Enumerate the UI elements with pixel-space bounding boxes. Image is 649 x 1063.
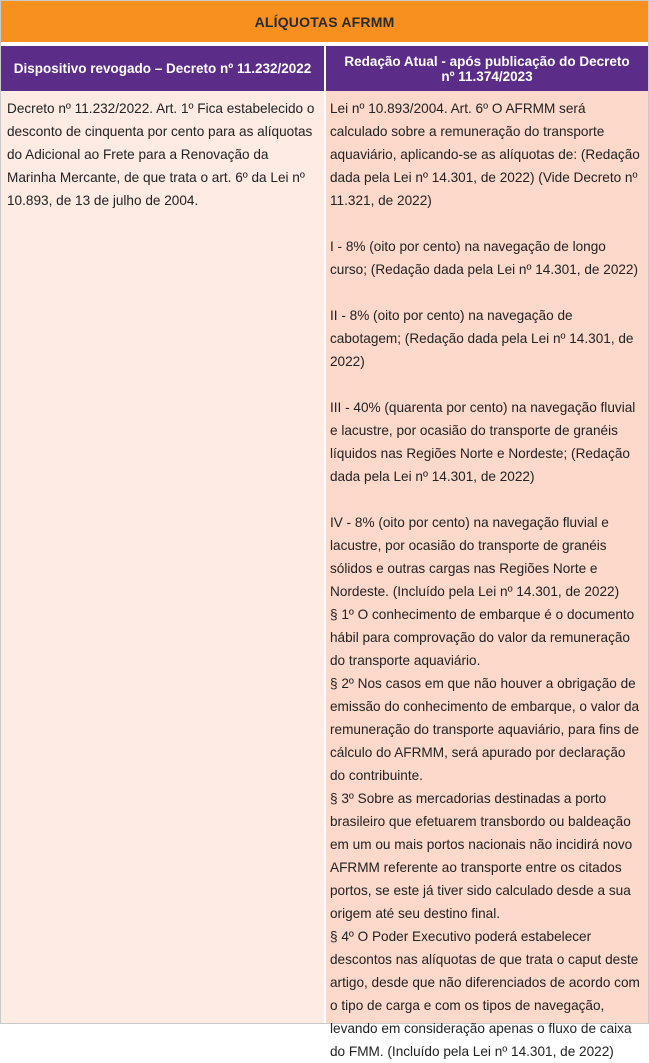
paragraph-4: § 4º O Poder Executivo poderá estabelecer descontos nas alíquotas de que trata o caput deste artigo, desde que não diferenciados de acordo com o tipo de carga e com os tipos de navegação, levando em consideração apenas o fluxo de caixa do FMM. (Incluído pela Lei nº 14.301, de 2022) bbox=[330, 929, 640, 1059]
header-revoked-provision: Dispositivo revogado – Decreto nº 11.232/2022 bbox=[13, 61, 312, 76]
inciso-iii: III - 40% (quarenta por cento) na navegação fluvial e lacustre, por ocasião do transporte de granéis líquidos nas Regiões Norte e Nordeste; (Redação dada pela Lei nº 14.301, de 2022) bbox=[330, 400, 636, 484]
art6-caput: Lei nº 10.893/2004. Art. 6º O AFRMM será calculado sobre a remuneração do transporte aquaviário, aplicando-se as alíquotas de: (Redação dada pela Lei nº 14.301, de 2022) (Vide Decreto nº 11.321, de 2022) bbox=[330, 101, 640, 208]
current-wording-cell bbox=[326, 91, 648, 1059]
paragraph-1: § 1º O conhecimento de embarque é o documento hábil para comprovação do valor da remuneração do transporte aquaviário. bbox=[330, 607, 635, 668]
paragraph-3: § 3º Sobre as mercadorias destinadas a porto brasileiro que efetuarem transbordo ou baldeação em um ou mais portos nacionais não incidirá novo AFRMM referente ao transporte entre os citados portos, se este já tiver sido calculado desde a sua origem até seu destino final. bbox=[330, 791, 633, 921]
table-body-row bbox=[1, 91, 648, 1059]
revoked-decree-text: Decreto nº 11.232/2022. Art. 1º Fica estabelecido o desconto de cinquenta por cento para as alíquotas do Adicional ao Frete para a Renovação da Marinha Mercante, de que trata o art. 6º da Lei nº 10.893, de 13 de julho de 2004. bbox=[7, 101, 315, 208]
revoked-provision-cell bbox=[1, 91, 324, 1023]
header-current-wording: Redação Atual - após publicação do Decreto nº 11.374/2023 bbox=[344, 53, 630, 84]
inciso-ii: II - 8% (oito por cento) na navegação de cabotagem; (Redação dada pela Lei nº 14.301, de 2022) bbox=[330, 308, 634, 369]
inciso-iv: IV - 8% (oito por cento) na navegação fluvial e lacustre, por ocasião do transporte de granéis sólidos e outras cargas nas Regiões Norte e Nordeste. (Incluído pela Lei nº 14.301, de 2022) bbox=[330, 515, 620, 599]
table-title: ALÍQUOTAS AFRMM bbox=[1, 1, 648, 44]
inciso-i: I - 8% (oito por cento) na navegação de longo curso; (Redação dada pela Lei nº 14.301, de 2022) bbox=[330, 239, 639, 277]
paragraph-2: § 2º Nos casos em que não houver a obrigação de emissão do conhecimento de embarque, o valor da remuneração do transporte aquaviário, para fins de cálculo do AFRMM, será apurado por declaração do contribuinte. bbox=[330, 676, 640, 783]
table-header-row bbox=[1, 46, 648, 91]
